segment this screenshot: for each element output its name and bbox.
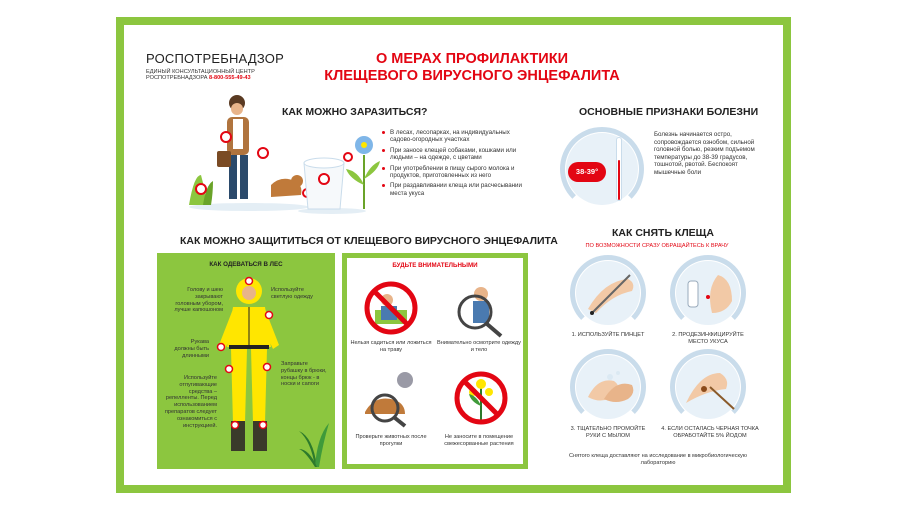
dress-light-text: Используйте светлую одежду [271,287,313,300]
iodine-icon [682,363,738,413]
attention-panel [342,253,528,469]
infection-item: При заносе клещей собаками, кошками или людьми – на одежде, с цветами [382,147,532,162]
dress-repellent-text: Используйте отпугивающие средства – репелленты. Перед использованием препаратов следует ознакомиться с инструкцией. [164,375,217,429]
attention-plants-text: Не заносите в помещение свежесорванные растения [444,434,514,447]
org-line1: ЕДИНЫЙ КОНСУЛЬТАЦИОННЫЙ ЦЕНТР [146,69,255,75]
org-phone: 8-800-555-49-43 [208,75,251,81]
poster-body [124,25,783,485]
infection-heading: КАК МОЖНО ЗАРАЗИТЬСЯ? [282,106,428,118]
page-title [284,51,660,85]
thermometer-icon [616,137,622,201]
org-line2-row [146,75,284,81]
no-plants-icon [453,370,509,426]
milk-flower-illustration [294,135,384,215]
poster-frame [116,17,791,493]
grass-illustration [297,413,333,467]
dress-panel [157,253,335,469]
step3-label: 3. ТЩАТЕЛЬНО ПРОМОЙТЕ РУКИ С МЫЛОМ [570,426,646,439]
disinfect-icon [682,269,738,319]
remove-heading: КАК СНЯТЬ КЛЕЩА [612,227,714,239]
protective-suit-illustration [215,275,283,467]
org-line2: РОСПОТРЕБНАДЗОРА [146,75,208,81]
signs-heading: ОСНОВНЫЕ ПРИЗНАКИ БОЛЕЗНИ [579,106,759,118]
title-line2: КЛЕЩЕВОГО ВИРУСНОГО ЭНЦЕФАЛИТА [324,68,620,84]
step4-label: 4. ЕСЛИ ОСТАЛАСЬ ЧЕРНАЯ ТОЧКА ОБРАБОТАЙТЕ 5% ЙОДОМ [661,426,759,439]
dress-tuck-text: Заправьте рубашку в брюки, концы брюк - в носки и сапоги [281,361,327,388]
attention-heading: БУДЬТЕ ВНИМАТЕЛЬНЫМИ [392,262,478,269]
signs-text [654,131,762,177]
remove-subheading: ПО ВОЗМОЖНОСТИ СРАЗУ ОБРАЩАЙТЕСЬ К ВРАЧУ [585,243,729,249]
infection-list [382,129,532,200]
attention-animals-text: Проверьте животных после прогулки [355,434,427,447]
dress-heading: КАК ОДЕВАТЬСЯ В ЛЕС [209,261,283,268]
attention-inner [347,258,523,464]
tweezers-icon [582,269,638,319]
infection-item: При раздавливании клеща или расчесывании места укуса [382,182,532,197]
infection-item: При употреблении в пищу сырого молока и продуктов, приготовленных из него [382,165,532,180]
step1-label: 1. ИСПОЛЬЗУЙТЕ ПИНЦЕТ [571,332,645,338]
temperature-badge: 38-39° [568,162,606,182]
infection-item: В лесах, лесопарках, на индивидуальных садово-огородных участках [382,129,532,144]
attention-sit-text: Нельзя садиться или ложиться на траву [350,340,432,353]
signs-description: Болезнь начинается остро, сопровождается ознобом, сильной головной болью, резким подъемом температуры до 38-39 градусов, тошнотой, рвотой. Беспокоят мышечные боли [654,131,755,176]
wash-hands-icon [582,363,638,413]
org-block [146,51,284,81]
remove-footer: Снятого клеща доставляют на исследование в микробиологическую лабораторию [568,453,748,466]
dress-sleeves-text: Рукава должны быть длинными [174,339,209,359]
attention-inspect-text: Внимательно осмотрите одежду и тело [437,340,521,353]
step2-label: 2. ПРОДЕЗИНФИЦИРУЙТЕ МЕСТО УКУСА [672,332,744,345]
inspect-magnifier-icon [451,278,511,338]
title-line1: О МЕРАХ ПРОФИЛАКТИКИ [375,51,568,67]
org-name: РОСПОТРЕБНАДЗОР [146,51,284,66]
dress-head-text: Голову и шею закрывают головным убором, лучше капюшоном [174,287,223,314]
pet-check-icon [361,368,425,428]
protect-heading: КАК МОЖНО ЗАЩИТИТЬСЯ ОТ КЛЕЩЕВОГО ВИРУСНОГО ЭНЦЕФАЛИТА [180,235,558,247]
no-sitting-icon [363,280,419,336]
